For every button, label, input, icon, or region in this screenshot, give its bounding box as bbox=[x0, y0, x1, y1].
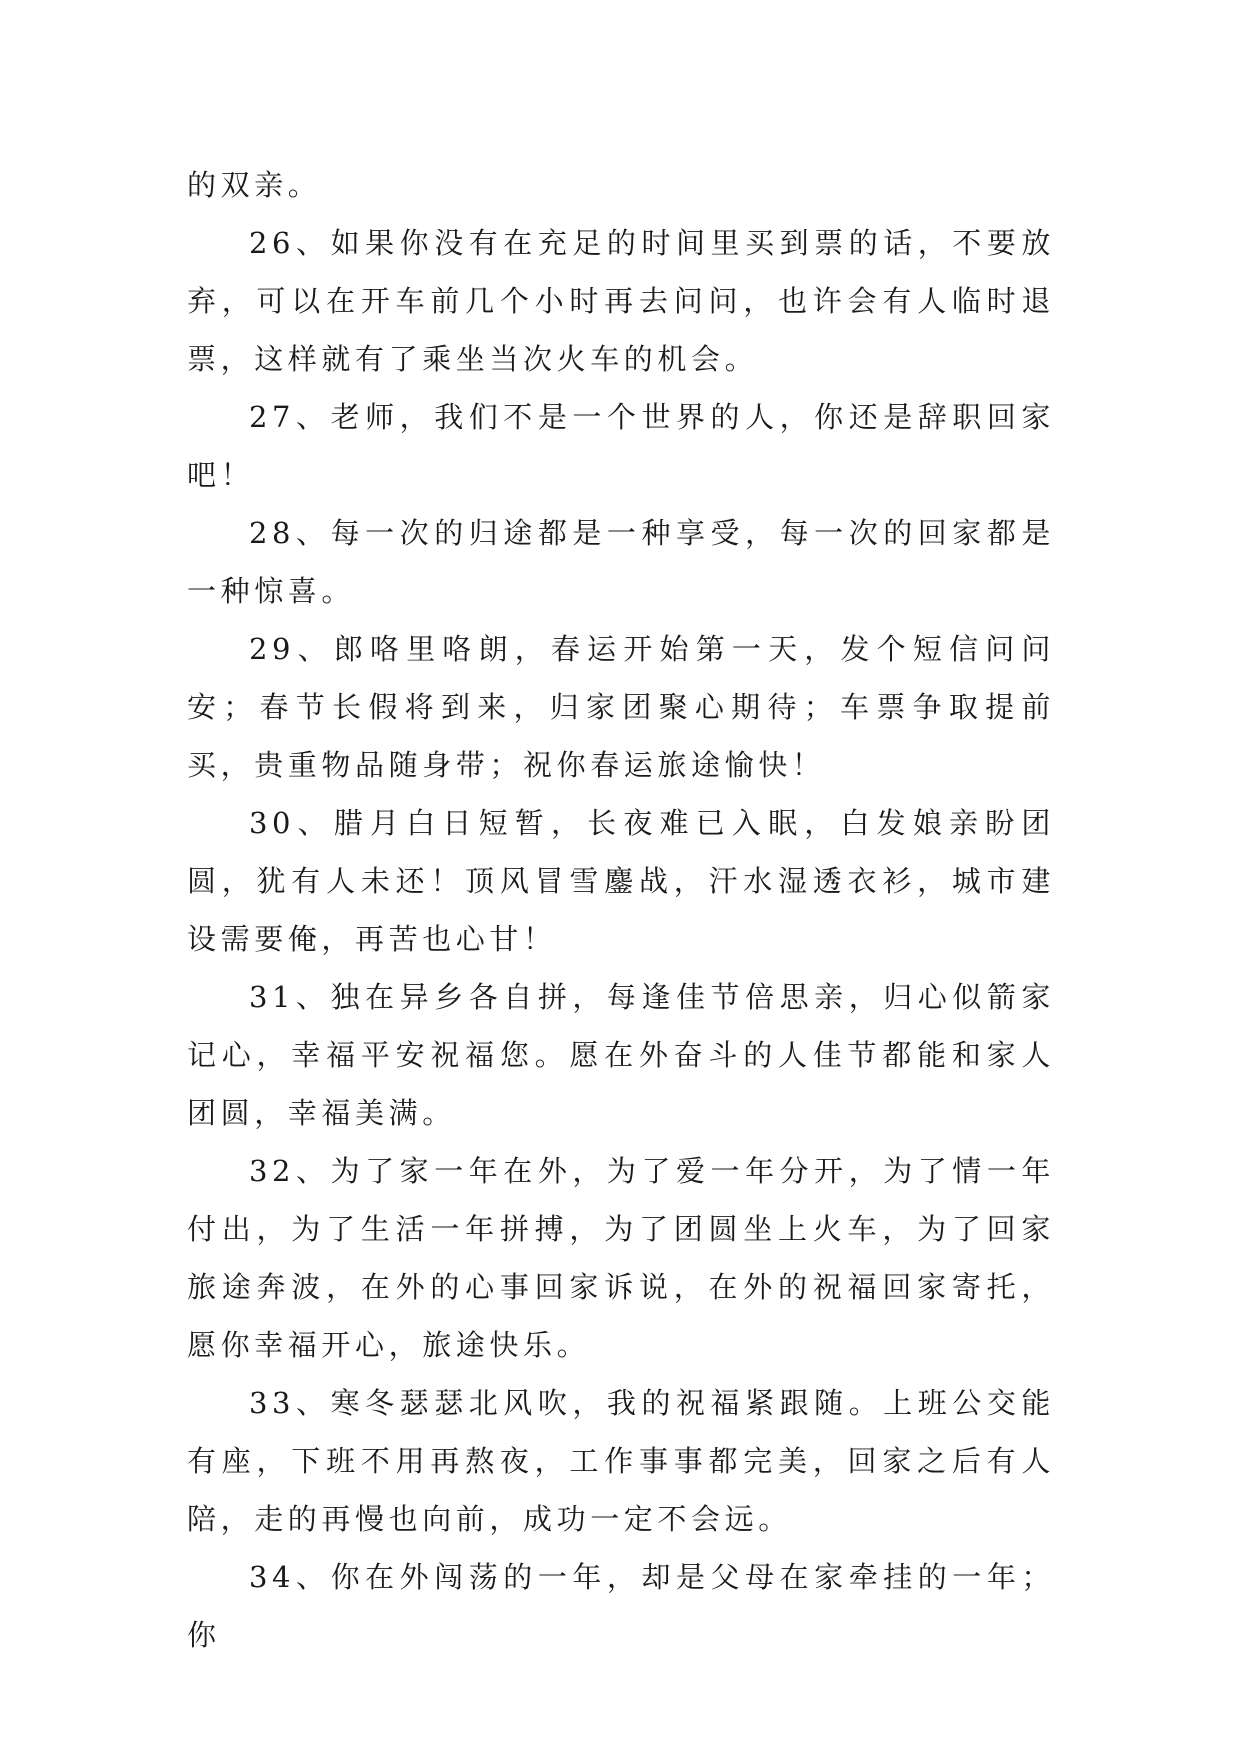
paragraph-29: 29、郎咯里咯朗，春运开始第一天，发个短信问问安；春节长假将到来，归家团聚心期待；车票争取提前买，贵重物品随身带；祝你春运旅途愉快！ bbox=[187, 632, 1055, 782]
paragraph-34: 34、你在外闯荡的一年，却是父母在家牵挂的一年；你 bbox=[187, 1560, 1055, 1652]
paragraph-32: 32、为了家一年在外，为了爱一年分开，为了情一年付出，为了生活一年拼搏，为了团圆坐上火车，为了回家旅途奔波，在外的心事回家诉说，在外的祝福回家寄托，愿你幸福开心，旅途快乐。 bbox=[187, 1154, 1055, 1362]
paragraph-26: 26、如果你没有在充足的时间里买到票的话，不要放弃，可以在开车前几个小时再去问问，也许会有人临时退票，这样就有了乘坐当次火车的机会。 bbox=[187, 226, 1055, 376]
paragraph-30: 30、腊月白日短暂，长夜难已入眠，白发娘亲盼团圆，犹有人未还！顶风冒雪鏖战，汗水湿透衣衫，城市建设需要俺，再苦也心甘！ bbox=[187, 806, 1055, 956]
paragraph-continuation: 的双亲。 bbox=[187, 168, 322, 202]
paragraph-27: 27、老师，我们不是一个世界的人，你还是辞职回家吧！ bbox=[187, 400, 1055, 492]
paragraph-28: 28、每一次的归途都是一种享受，每一次的回家都是一种惊喜。 bbox=[187, 516, 1055, 608]
paragraph-33: 33、寒冬瑟瑟北风吹，我的祝福紧跟随。上班公交能有座，下班不用再熬夜，工作事事都完美，回家之后有人陪，走的再慢也向前，成功一定不会远。 bbox=[187, 1386, 1055, 1536]
paragraph-31: 31、独在异乡各自拼，每逢佳节倍思亲，归心似箭家记心，幸福平安祝福您。愿在外奋斗的人佳节都能和家人团圆，幸福美满。 bbox=[187, 980, 1055, 1130]
document-body bbox=[187, 156, 1055, 1664]
